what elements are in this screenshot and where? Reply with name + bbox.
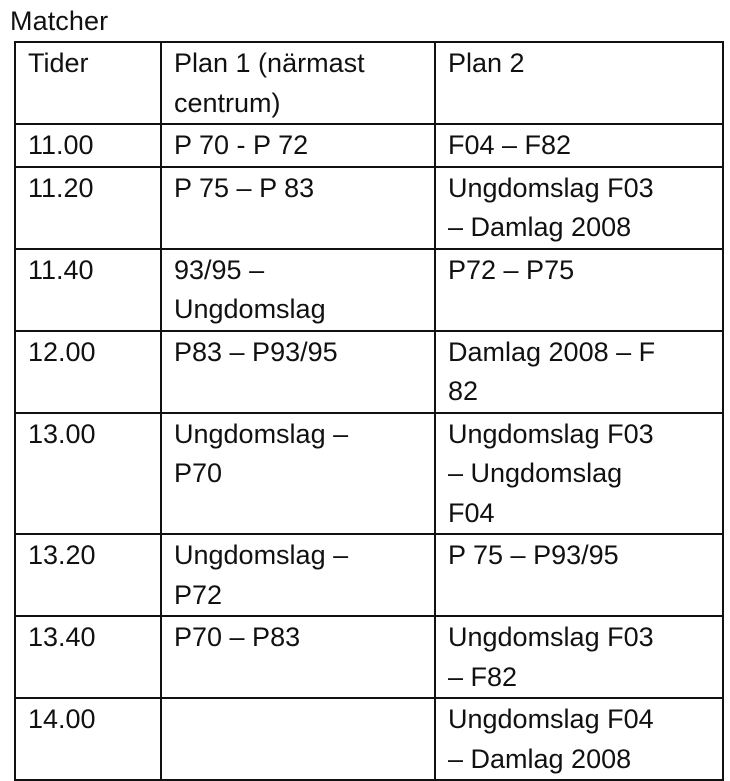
table-row <box>15 249 723 331</box>
header-time <box>15 42 161 124</box>
table-row <box>15 124 723 167</box>
plan-1-cell <box>161 249 435 331</box>
plan-1-match-line: P72 <box>174 579 223 610</box>
plan-1-match-line: P83 – P93/95 <box>174 336 338 367</box>
plan-1-cell <box>161 413 435 535</box>
plan-2-cell <box>435 616 723 698</box>
plan-2-match-line: 82 <box>448 376 479 406</box>
plan-2-match-line: Ungdomslag F04 <box>448 704 654 734</box>
plan-2-match-line: F04 – F82 <box>448 130 572 160</box>
table-row <box>15 534 723 616</box>
plan-2-match-line: P 75 – P93/95 <box>448 540 619 570</box>
plan-1-cell <box>161 124 435 167</box>
plan-2-match-line: Ungdomslag F03 <box>448 418 654 449</box>
plan-1-match-line: P70 – P83 <box>174 622 301 652</box>
time-cell <box>15 534 161 616</box>
plan-2-cell <box>435 249 723 331</box>
plan-1-match-line: P 70 - P 72 <box>174 130 309 160</box>
plan-2-cell <box>435 331 723 413</box>
table-row <box>15 616 723 698</box>
plan-2-match-line: – Damlag 2008 <box>448 212 632 242</box>
header-plan-2 <box>435 42 723 124</box>
table-row <box>15 331 723 413</box>
table-row <box>15 167 723 249</box>
plan-2-match-line: Damlag 2008 – F <box>448 336 656 367</box>
header-plan-1-label-line-1: Plan 1 (närmast <box>174 48 365 78</box>
time-value: 13.00 <box>28 418 96 449</box>
table-row <box>15 698 723 780</box>
plan-1-match-line: 93/95 – <box>174 254 265 285</box>
plan-1-cell <box>161 698 435 780</box>
time-value: 11.00 <box>28 130 94 160</box>
plan-1-cell <box>161 167 435 249</box>
header-time-label: Tider <box>28 48 89 78</box>
plan-2-cell <box>435 124 723 167</box>
time-cell <box>15 616 161 698</box>
plan-1-match-line: P70 <box>174 458 223 488</box>
plan-2-match-line: P72 – P75 <box>448 254 575 285</box>
time-value: 13.20 <box>28 540 96 570</box>
match-schedule-table <box>14 41 724 781</box>
plan-2-cell <box>435 167 723 249</box>
time-value: 11.20 <box>28 172 94 203</box>
time-cell <box>15 331 161 413</box>
plan-2-match-line: – F82 <box>448 661 518 692</box>
plan-1-match-line: Ungdomslag – <box>174 418 349 449</box>
plan-2-match-line: F04 <box>448 497 495 528</box>
plan-1-match-line: Ungdomslag – <box>174 540 349 570</box>
header-plan-1-label-line-2: centrum) <box>174 87 281 118</box>
time-value: 11.40 <box>28 254 94 285</box>
time-value: 14.00 <box>28 704 96 734</box>
time-cell <box>15 249 161 331</box>
time-cell <box>15 124 161 167</box>
header-plan-2-label: Plan 2 <box>448 48 525 78</box>
schedule-body <box>15 124 723 780</box>
plan-2-match-line: – Ungdomslag <box>448 458 623 488</box>
document-title: Matcher <box>10 6 109 36</box>
time-cell <box>15 167 161 249</box>
plan-2-match-line: – Damlag 2008 <box>448 743 632 774</box>
plan-1-cell <box>161 616 435 698</box>
plan-1-match-line: Ungdomslag <box>174 294 326 324</box>
header-plan-1 <box>161 42 435 124</box>
table-row <box>15 413 723 535</box>
plan-1-cell <box>161 534 435 616</box>
time-value: 13.40 <box>28 622 96 652</box>
plan-2-cell <box>435 413 723 535</box>
header-row <box>15 42 723 124</box>
time-cell <box>15 413 161 535</box>
plan-2-cell <box>435 698 723 780</box>
time-cell <box>15 698 161 780</box>
plan-1-match-line: P 75 – P 83 <box>174 172 315 203</box>
plan-2-cell <box>435 534 723 616</box>
plan-2-match-line: Ungdomslag F03 <box>448 172 654 203</box>
plan-2-match-line: Ungdomslag F03 <box>448 622 654 652</box>
time-value: 12.00 <box>28 336 96 367</box>
plan-1-cell <box>161 331 435 413</box>
